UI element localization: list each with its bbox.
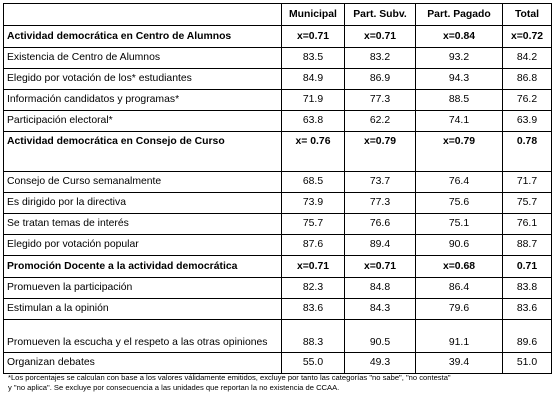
- table-row: [4, 235, 552, 256]
- footnote-line-1: *Los porcentajes se calculan con base a los valores válidamente emitidos, excluye por tanto las categorías "no sabe", "no contesta": [8, 373, 451, 382]
- section-summary-part-subv: x=0.71: [345, 256, 416, 278]
- row-label: Existencia de Centro de Alumnos: [4, 48, 282, 69]
- cell-part-subv: 77.3: [345, 90, 416, 111]
- header-total: Total: [503, 4, 552, 26]
- section-summary-total: 0.71: [503, 256, 552, 278]
- table-row: [4, 193, 552, 214]
- header-part-pagado: Part. Pagado: [416, 4, 503, 26]
- cell-part-pagado: 75.6: [416, 193, 503, 214]
- section-summary-total: 0.78: [503, 132, 552, 172]
- section-summary-part-subv: x=0.79: [345, 132, 416, 172]
- row-label: Estimulan a la opinión: [4, 299, 282, 320]
- cell-total: 86.8: [503, 69, 552, 90]
- cell-part-subv: 86.9: [345, 69, 416, 90]
- cell-municipal: 82.3: [282, 278, 345, 299]
- footnote-line-2: y "no aplica". Se excluye por consecuencia a las unidades que reportan la no existencia de CCAA.: [8, 383, 340, 392]
- cell-total: 71.7: [503, 172, 552, 193]
- cell-part-pagado: 90.6: [416, 235, 503, 256]
- section-title: Actividad democrática en Consejo de Curso: [4, 132, 282, 172]
- cell-part-pagado: 76.4: [416, 172, 503, 193]
- table-row: [4, 278, 552, 299]
- cell-total: 63.9: [503, 111, 552, 132]
- table-row: [4, 48, 552, 69]
- cell-part-pagado: 91.1: [416, 320, 503, 353]
- cell-part-subv: 76.6: [345, 214, 416, 235]
- cell-municipal: 68.5: [282, 172, 345, 193]
- cell-part-subv: 49.3: [345, 353, 416, 374]
- cell-municipal: 55.0: [282, 353, 345, 374]
- cell-part-subv: 83.2: [345, 48, 416, 69]
- row-label: Promueven la escucha y el respeto a las otras opiniones: [4, 320, 282, 353]
- table-footnote: [8, 373, 548, 393]
- row-label: Se tratan temas de interés: [4, 214, 282, 235]
- cell-part-pagado: 75.1: [416, 214, 503, 235]
- cell-part-subv: 84.8: [345, 278, 416, 299]
- cell-total: 51.0: [503, 353, 552, 374]
- row-label: Promueven la participación: [4, 278, 282, 299]
- row-label: Participación electoral*: [4, 111, 282, 132]
- section-summary-part-pagado: x=0.68: [416, 256, 503, 278]
- header-row: [4, 4, 552, 26]
- section-title: Promoción Docente a la actividad democrática: [4, 256, 282, 278]
- cell-municipal: 88.3: [282, 320, 345, 353]
- cell-part-subv: 89.4: [345, 235, 416, 256]
- cell-municipal: 83.5: [282, 48, 345, 69]
- cell-part-pagado: 39.4: [416, 353, 503, 374]
- header-municipal: Municipal: [282, 4, 345, 26]
- cell-part-pagado: 93.2: [416, 48, 503, 69]
- cell-municipal: 75.7: [282, 214, 345, 235]
- table-row: [4, 299, 552, 320]
- cell-part-subv: 84.3: [345, 299, 416, 320]
- cell-total: 75.7: [503, 193, 552, 214]
- section-summary-part-subv: x=0.71: [345, 26, 416, 48]
- row-label: Información candidatos y programas*: [4, 90, 282, 111]
- row-label: Es dirigido por la directiva: [4, 193, 282, 214]
- cell-total: 76.2: [503, 90, 552, 111]
- cell-part-pagado: 79.6: [416, 299, 503, 320]
- table-row: [4, 320, 552, 353]
- cell-total: 84.2: [503, 48, 552, 69]
- cell-part-pagado: 94.3: [416, 69, 503, 90]
- table-row: [4, 90, 552, 111]
- section-row: [4, 256, 552, 278]
- results-table: [3, 3, 552, 374]
- cell-part-subv: 62.2: [345, 111, 416, 132]
- cell-part-pagado: 74.1: [416, 111, 503, 132]
- section-summary-total: x=0.72: [503, 26, 552, 48]
- header-empty-cell: [4, 4, 282, 26]
- section-title: Actividad democrática en Centro de Alumnos: [4, 26, 282, 48]
- cell-part-subv: 77.3: [345, 193, 416, 214]
- section-row: [4, 132, 552, 172]
- cell-municipal: 71.9: [282, 90, 345, 111]
- cell-municipal: 73.9: [282, 193, 345, 214]
- cell-municipal: 84.9: [282, 69, 345, 90]
- cell-municipal: 83.6: [282, 299, 345, 320]
- row-label: Organizan debates: [4, 353, 282, 374]
- table-row: [4, 214, 552, 235]
- section-summary-municipal: x=0.71: [282, 26, 345, 48]
- cell-part-subv: 73.7: [345, 172, 416, 193]
- header-part-subv: Part. Subv.: [345, 4, 416, 26]
- table-row: [4, 172, 552, 193]
- row-label: Elegido por votación de los* estudiantes: [4, 69, 282, 90]
- cell-part-subv: 90.5: [345, 320, 416, 353]
- cell-part-pagado: 88.5: [416, 90, 503, 111]
- cell-total: 83.6: [503, 299, 552, 320]
- cell-total: 76.1: [503, 214, 552, 235]
- results-table-container: [3, 3, 552, 374]
- table-row: [4, 111, 552, 132]
- section-summary-part-pagado: x=0.79: [416, 132, 503, 172]
- table-row: [4, 353, 552, 374]
- section-summary-part-pagado: x=0.84: [416, 26, 503, 48]
- cell-municipal: 87.6: [282, 235, 345, 256]
- row-label: Elegido por votación popular: [4, 235, 282, 256]
- cell-total: 88.7: [503, 235, 552, 256]
- cell-part-pagado: 86.4: [416, 278, 503, 299]
- cell-total: 83.8: [503, 278, 552, 299]
- row-label: Consejo de Curso semanalmente: [4, 172, 282, 193]
- section-summary-municipal: x= 0.76: [282, 132, 345, 172]
- section-summary-municipal: x=0.71: [282, 256, 345, 278]
- cell-municipal: 63.8: [282, 111, 345, 132]
- section-row: [4, 26, 552, 48]
- table-row: [4, 69, 552, 90]
- cell-total: 89.6: [503, 320, 552, 353]
